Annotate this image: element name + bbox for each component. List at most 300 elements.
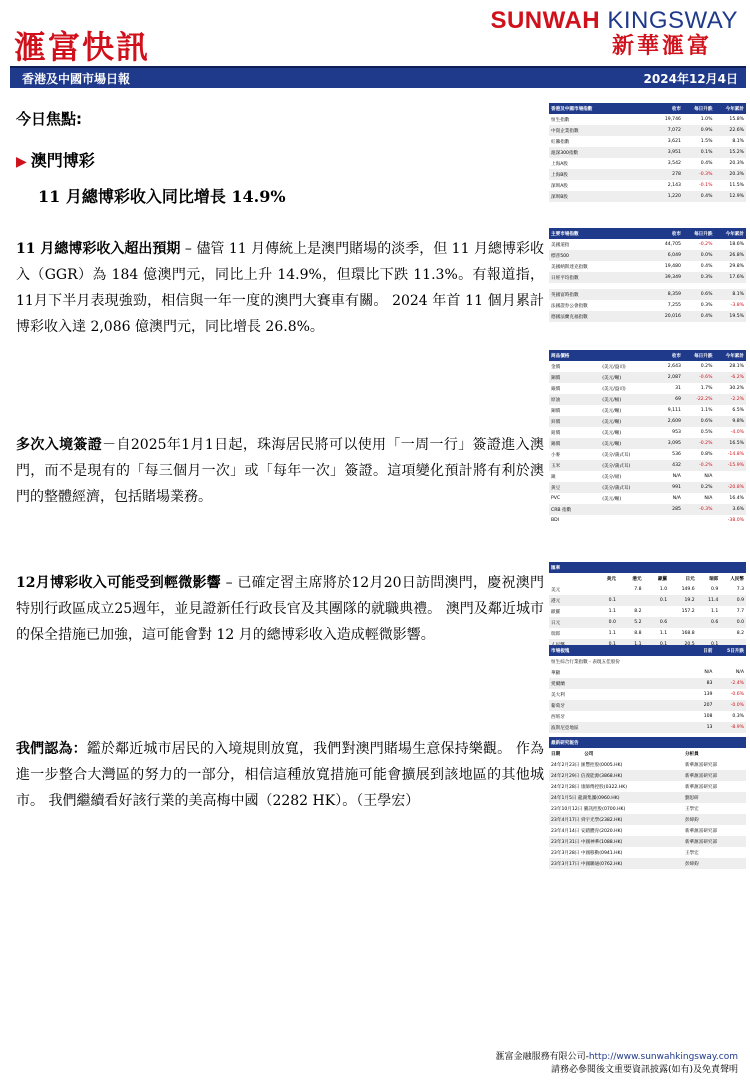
table-cell: 王學宏	[684, 806, 699, 812]
report-row	[549, 825, 746, 836]
table-cell: 157.2	[681, 609, 695, 614]
table-cell: 9,111	[667, 408, 681, 413]
table-cell: 錫價	[549, 438, 600, 449]
table-cell: 23年3月28日 中國移動(0941.HK)	[551, 850, 623, 856]
header-cell: 收市	[647, 350, 682, 361]
table-cell: 西班牙	[551, 714, 565, 720]
table-cell: 3.6%	[714, 504, 746, 515]
table-cell: 26.8%	[714, 250, 746, 261]
table-cell: -0.6%	[730, 692, 744, 697]
table-cell: (美元/噸)	[602, 408, 622, 414]
table-cell	[600, 504, 647, 515]
table-cell: 6.5%	[732, 408, 744, 413]
table-cell: 285	[647, 504, 682, 515]
footer	[496, 1051, 738, 1077]
header-cell: 5日升跌	[714, 645, 746, 656]
table-cell: 鉛價	[551, 430, 561, 436]
table-cell: 18.6%	[729, 242, 744, 247]
table-row	[549, 584, 746, 595]
table-cell: 0.6	[697, 617, 721, 628]
table-header-row	[549, 103, 746, 114]
fx-table	[549, 562, 746, 650]
table-row	[549, 136, 746, 147]
table-cell: 432	[647, 460, 682, 471]
header-cell: 市場板塊	[549, 645, 648, 656]
table-cell: 0.0	[592, 617, 618, 628]
table-cell: 標普500	[549, 250, 648, 261]
paragraph-1-body: – 儘管 11 月傳統上是澳門賭場的淡季，但 11 月總博彩收入（GGR）為 184 億澳門元，同比上升 14.9%，但環比下跌 11.3%。有報道指，11月下半月表現強勁，相信與一年一度的澳門大賽車有關。 2024 年首 11 個月累計博彩收入達 2,086 億澳門元，同比增長 26.8%。	[16, 241, 544, 335]
report-row	[549, 836, 746, 847]
report-row	[549, 792, 746, 803]
table-cell: 0.4%	[683, 311, 715, 322]
header-cell: 商品價格	[549, 350, 600, 361]
table-cell: 0.2%	[700, 364, 713, 369]
table-cell	[714, 471, 746, 482]
table-cell: 278	[648, 169, 683, 180]
table-cell: 16.5%	[714, 438, 746, 449]
report-row	[549, 759, 746, 770]
table-cell: 小麥	[551, 452, 561, 458]
table-row	[549, 416, 746, 427]
table-row	[549, 504, 746, 515]
report-row	[549, 847, 746, 858]
table-row	[549, 311, 746, 322]
focus-heading: 今日焦點:	[16, 110, 82, 128]
table-cell: 葡萄牙	[549, 700, 648, 711]
table-cell: 953	[672, 430, 681, 435]
table-cell: N/A	[672, 474, 681, 479]
table-cell: 鎳	[551, 474, 556, 480]
table-cell: 19,746	[664, 117, 681, 122]
table-cell: 歐羅	[551, 609, 561, 615]
table-cell: 1.7%	[700, 386, 713, 391]
table-cell: 207	[683, 700, 715, 711]
table-row	[549, 678, 746, 689]
table-row	[549, 180, 746, 191]
table-cell: 1.1	[608, 631, 616, 636]
table-cell	[618, 595, 644, 606]
table-cell: 0.3%	[732, 714, 744, 719]
table-cell: N/A	[704, 670, 713, 675]
table-cell: -2.2%	[714, 394, 746, 405]
table-cell: N/A	[704, 496, 713, 501]
report-row	[549, 814, 746, 825]
table-cell: 0.6	[644, 617, 670, 628]
section-label: 澳門博彩	[30, 151, 95, 170]
table-cell: -14.8%	[727, 452, 744, 457]
table-cell: (美分/蒲式耳)	[600, 482, 647, 493]
table-cell: 0.4%	[700, 264, 713, 269]
table-cell: 銅價	[549, 372, 600, 383]
table-row	[549, 460, 746, 471]
table-cell: 536	[672, 452, 681, 457]
table-cell: 2,087	[647, 372, 682, 383]
table-cell: 原油	[549, 394, 600, 405]
table-row	[549, 272, 746, 283]
table-cell: 8.8	[634, 631, 642, 636]
table-row	[549, 361, 746, 372]
table-cell: -22.2%	[683, 394, 715, 405]
table-cell	[648, 689, 683, 700]
table-cell: 22.6%	[714, 125, 746, 136]
header-cell: 主要市場指數	[549, 228, 648, 239]
table-cell: 美國道指	[551, 242, 570, 248]
table-cell: 44,705	[664, 242, 681, 247]
table-cell: 日經平均指數	[549, 272, 648, 283]
header-company: 公司	[584, 751, 594, 757]
table-cell	[683, 515, 715, 526]
table-cell: 108	[703, 714, 713, 719]
table-cell: 0.3%	[683, 272, 715, 283]
table-header-row	[549, 645, 746, 656]
paragraph-2	[16, 432, 544, 510]
banner-date: 2024年12月4日	[643, 71, 738, 86]
table-row	[549, 471, 746, 482]
table-cell: 深圳A股	[551, 183, 568, 189]
logo-text-chinese: 新華滙富	[611, 34, 712, 59]
table-cell: 168.8	[681, 631, 695, 636]
triangle-bullet-icon: ▶	[16, 154, 27, 170]
table-cell: 23年10月12日 騰訊控股(0700.HK)	[551, 806, 626, 812]
table-cell: 彭煒鈞	[683, 814, 746, 825]
table-cell: 新華滙富研究部	[683, 770, 746, 781]
table-cell: 新華滙富研究部	[684, 784, 718, 790]
table-cell: 15.8%	[729, 117, 744, 122]
table-cell: 銅價	[551, 408, 561, 414]
table-cell: 11.5%	[729, 183, 744, 188]
table-cell: 9.8%	[714, 416, 746, 427]
table-cell: 11.4	[697, 595, 721, 606]
table-cell: 7,072	[648, 125, 683, 136]
table-cell: 15.2%	[714, 147, 746, 158]
table-cell: 8,359	[648, 289, 683, 300]
table-cell: N/A	[672, 496, 681, 501]
paragraph-1	[16, 236, 544, 340]
table-cell: 0.4%	[683, 191, 715, 202]
table-cell: 0.2%	[683, 482, 715, 493]
paragraph-1-title: 11 月總博彩收入超出預期	[16, 241, 181, 257]
table-cell: 0.5%	[700, 430, 713, 435]
table-cell: -15.9%	[714, 460, 746, 471]
table-cell: 28.1%	[729, 364, 744, 369]
table-cell: -0.3%	[683, 504, 715, 515]
table-cell	[644, 606, 670, 617]
table-cell: 16.4%	[729, 496, 744, 501]
company-logo	[490, 8, 738, 60]
table-cell: 德國法蘭克福指數	[549, 311, 648, 322]
table-cell: 0.3%	[700, 303, 713, 308]
table-cell: 149.6	[681, 587, 695, 592]
table-cell: 0.8%	[700, 452, 713, 457]
table-cell: 黃豆	[549, 482, 600, 493]
table-row	[549, 239, 746, 250]
table-cell: 24年2月28日 康師傅控股(0322.HK)	[551, 784, 628, 790]
table-cell: 新華滙富研究部	[684, 762, 718, 768]
table-row	[549, 617, 746, 628]
table-cell: 69	[647, 394, 682, 405]
header-cell: 今年累計	[714, 103, 746, 114]
table-cell: 日元	[549, 617, 592, 628]
hk-china-index-table	[549, 103, 746, 202]
table-row	[549, 689, 746, 700]
table-row	[549, 300, 746, 311]
table-row	[549, 438, 746, 449]
table-cell: -0.2%	[683, 460, 715, 471]
table-cell: 銀價	[551, 386, 561, 392]
table-cell: 5.2	[618, 617, 644, 628]
table-cell: 華顯	[551, 670, 561, 676]
table-cell: 991	[647, 482, 682, 493]
table-cell: 19,480	[664, 264, 681, 269]
table-cell: 0.1%	[683, 147, 715, 158]
paragraph-2-title: 多次入境簽證	[16, 437, 103, 453]
table-cell: (美分/磅)	[602, 474, 622, 480]
table-cell: CRB 指數	[549, 504, 600, 515]
table-cell: 12.9%	[714, 191, 746, 202]
table-cell: 19.5%	[714, 311, 746, 322]
header-cell: 歐羅	[657, 576, 668, 582]
table-cell: BDI	[551, 518, 560, 523]
table-cell: 23年4月14日 安踏體育(2020.HK)	[551, 828, 623, 834]
table-cell: 24年2月23日 匯豐控股(0005.HK)	[551, 762, 623, 768]
table-cell	[669, 617, 697, 628]
table-cell: 0.6%	[683, 416, 715, 427]
table-row	[549, 125, 746, 136]
table-cell: 1,220	[648, 191, 683, 202]
table-cell	[648, 722, 683, 733]
table-cell: 29.8%	[729, 264, 744, 269]
header-cell: 今年累計	[714, 228, 746, 239]
table-cell: 7.3	[736, 587, 744, 592]
table-cell: 2,143	[667, 183, 681, 188]
table-cell: 1.0	[659, 587, 668, 592]
report-row	[549, 781, 746, 792]
reports-table	[549, 737, 746, 869]
header-cell: 每日升跌	[683, 350, 715, 361]
table-cell	[600, 515, 647, 526]
header-cell: 美元	[606, 576, 616, 582]
table-cell: 20,016	[648, 311, 683, 322]
table-cell: 24年2月29日 信義能源(3868.HK)	[549, 770, 683, 781]
table-cell	[648, 667, 683, 678]
table-cell: (美元/盎司)	[602, 386, 626, 392]
paragraph-3-title: 12月博彩收入可能受到輕微影響	[16, 575, 221, 591]
header-cell	[549, 573, 592, 584]
table-cell: 0.9%	[683, 125, 715, 136]
table-cell: 鋅價	[549, 416, 600, 427]
table-cell: N/A	[704, 474, 713, 479]
table-cell: 滬深300指數	[549, 147, 648, 158]
table-cell: (美元/噸)	[600, 416, 647, 427]
table-cell: 法國證券公會指數	[551, 303, 588, 309]
table-cell	[697, 628, 721, 639]
table-cell: 瑞郎	[551, 631, 561, 637]
table-cell: 1.1%	[700, 408, 713, 413]
paragraph-4-title: 我們認為：	[16, 741, 87, 757]
table-cell: 7.7	[736, 609, 744, 614]
table-cell: 上海B股	[549, 169, 648, 180]
table-cell: -2.4%	[714, 678, 746, 689]
table-cell: 1.1	[608, 609, 616, 614]
table-cell: 24年1月5日 龍湖集團(0960.HK)	[549, 792, 683, 803]
table-cell: 3,095	[647, 438, 682, 449]
table-cell: 20.3%	[714, 169, 746, 180]
table-cell: PVC	[551, 496, 561, 501]
header-cell	[549, 748, 683, 759]
table-cell: 3,542	[667, 161, 681, 166]
header-cell: 香港及中國市場指數	[549, 103, 648, 114]
table-cell: -38.0%	[727, 518, 744, 523]
table-cell: 中資企業指數	[549, 125, 648, 136]
table-row	[549, 147, 746, 158]
table-cell: -0.2%	[699, 242, 713, 247]
table-cell: -20.8%	[714, 482, 746, 493]
header-cell: 收市	[648, 228, 683, 239]
table-cell: 玉米	[549, 460, 600, 471]
table-cell: 0.9	[720, 595, 746, 606]
table-row	[549, 191, 746, 202]
commodity-table	[549, 350, 746, 526]
table-cell: -6.2%	[714, 372, 746, 383]
table-cell: 83	[683, 678, 715, 689]
header-banner	[10, 66, 746, 88]
table-cell: 2,643	[667, 364, 681, 369]
table-cell: 1.1	[711, 609, 719, 614]
table-cell: 上海A股	[551, 161, 568, 167]
table-cell: 23年3月31日 中國神華(1088.HK)	[549, 836, 683, 847]
table-cell: 8.2	[634, 609, 642, 614]
sector-table	[549, 645, 746, 733]
table-cell: 美元	[551, 587, 561, 593]
table-cell: 王學宏	[684, 850, 699, 856]
table-cell: 17.6%	[714, 272, 746, 283]
table-cell	[648, 711, 683, 722]
table-cell: -8.9%	[714, 722, 746, 733]
header-cell	[600, 350, 647, 361]
table-cell	[648, 700, 683, 711]
header-cell: 日前	[683, 645, 715, 656]
table-subtitle: 恒生綜合行業指數 - 表現五佳股份	[551, 659, 620, 665]
header-cell: 每日升跌	[683, 228, 715, 239]
table-cell: 港元	[549, 595, 592, 606]
table-cell: 0.0	[720, 617, 746, 628]
logo-text-sunwah: SUNWAH	[490, 7, 601, 34]
table-row	[549, 289, 746, 300]
table-cell: 20.3%	[729, 161, 744, 166]
table-row	[549, 372, 746, 383]
report-title: 滙富快訊	[14, 28, 151, 66]
table-cell: (美元/桶)	[600, 394, 647, 405]
table-cell: 0.1	[644, 595, 670, 606]
table-cell: 恒生指數	[551, 117, 570, 123]
table-row	[549, 250, 746, 261]
table-cell: -0.0%	[714, 700, 746, 711]
table-row	[549, 711, 746, 722]
table-cell: -0.1%	[699, 183, 713, 188]
table-header-row	[549, 748, 746, 759]
table-cell: 新華滙富研究部	[684, 828, 718, 834]
header-cell: 日元	[685, 576, 695, 582]
paragraph-2-body: －自2025年1月1日起，珠海居民將可以使用「一周一行」簽證進入澳門，而不是現有的「每三個月一次」或「每年一次」簽證。這項變化預計將有利於澳門的整體經濟，包括賭場業務。	[16, 437, 544, 505]
table-row	[549, 515, 746, 526]
header-date: 日期	[551, 751, 561, 757]
table-cell: 波斯尼亞地區	[549, 722, 648, 733]
table-cell: 紅籌指數	[551, 139, 570, 145]
table-cell: 美國納斯達克指數	[551, 264, 588, 270]
header-cell: 瑞郎	[709, 576, 719, 582]
table-row	[549, 482, 746, 493]
table-cell: 1.5%	[700, 139, 713, 144]
table-row	[549, 449, 746, 460]
table-cell: 8.1%	[732, 139, 744, 144]
table-cell: -3.8%	[730, 303, 744, 308]
header-cell: 今年累計	[714, 350, 746, 361]
logo-text-kingsway: KINGSWAY	[607, 7, 738, 34]
header-cell: 分析員	[684, 751, 699, 757]
table-cell: 深圳B股	[549, 191, 648, 202]
paragraph-3-body: – 已確定習主席將於12月20日訪問澳門，慶祝澳門特別行政區成立25週年，並見證新任行政長官及其團隊的就職典禮。 澳門及鄰近城市的保全措施已加強，這可能會對 12 月的總博彩收入造成輕微影響。	[16, 575, 545, 643]
table-cell: 3,951	[648, 147, 683, 158]
table-row	[549, 394, 746, 405]
table-row	[549, 606, 746, 617]
table-row	[549, 261, 746, 272]
footer-company: 滙富金融服務有限公司-	[495, 1052, 589, 1062]
table-row	[549, 427, 746, 438]
table-cell: 30.2%	[729, 386, 744, 391]
table-cell: 0.6%	[683, 289, 715, 300]
table-cell: 6,049	[648, 250, 683, 261]
table-cell: 3,621	[667, 139, 681, 144]
table-cell: 劉思研	[683, 792, 746, 803]
table-cell: N/A	[735, 670, 744, 675]
table-cell	[647, 515, 682, 526]
paragraph-4-body: 鑑於鄰近城市居民的入境規則放寬，我們對澳門賭場生意保持樂觀。 作為進一步整合大灣區的努力的一部分，相信這種放寬措施可能會擴展到該地區的其他城市。 我們繼續看好該行業的美高梅中國（2282 HK）。（王學宏）	[16, 741, 544, 809]
table-cell: (美分/蒲式耳)	[600, 460, 647, 471]
table-cell: 2,609	[647, 416, 682, 427]
table-cell: (美元/噸)	[600, 372, 647, 383]
banner-title: 香港及中國市場日報	[22, 71, 131, 86]
table-cell: 39,349	[648, 272, 683, 283]
table-cell: 139	[703, 692, 713, 697]
table-cell: 19.2	[669, 595, 697, 606]
report-row	[549, 858, 746, 869]
table-cell: 1.1	[659, 631, 668, 636]
header-cell: 收市	[648, 103, 683, 114]
table-cell: 7,255	[667, 303, 681, 308]
header-cell: 港元	[632, 576, 642, 582]
major-index-table	[549, 228, 746, 322]
table-row	[549, 628, 746, 639]
article-headline: 11 月總博彩收入同比增長 14.9%	[38, 187, 286, 206]
paragraph-4	[16, 736, 544, 814]
table-row	[549, 493, 746, 504]
footer-website-link[interactable]: http://www.sunwahkingsway.com	[588, 1052, 738, 1062]
table-cell	[592, 584, 618, 595]
table-cell: 彭煒鈞	[683, 858, 746, 869]
table-cell: 0.1	[592, 595, 618, 606]
table-cell: 0.4%	[700, 161, 713, 166]
table-cell: (美元/噸)	[602, 430, 622, 436]
table-row	[549, 114, 746, 125]
table-cell: 23年4月17日 舜宇光學(2382.HK)	[549, 814, 683, 825]
table-row	[549, 667, 746, 678]
table-row	[549, 383, 746, 394]
table-cell: (美分/蒲式耳)	[602, 452, 631, 458]
table-row	[549, 405, 746, 416]
table-cell: 13	[683, 722, 715, 733]
table-cell: 新華滙富研究部	[683, 836, 746, 847]
section-heading	[16, 148, 95, 171]
